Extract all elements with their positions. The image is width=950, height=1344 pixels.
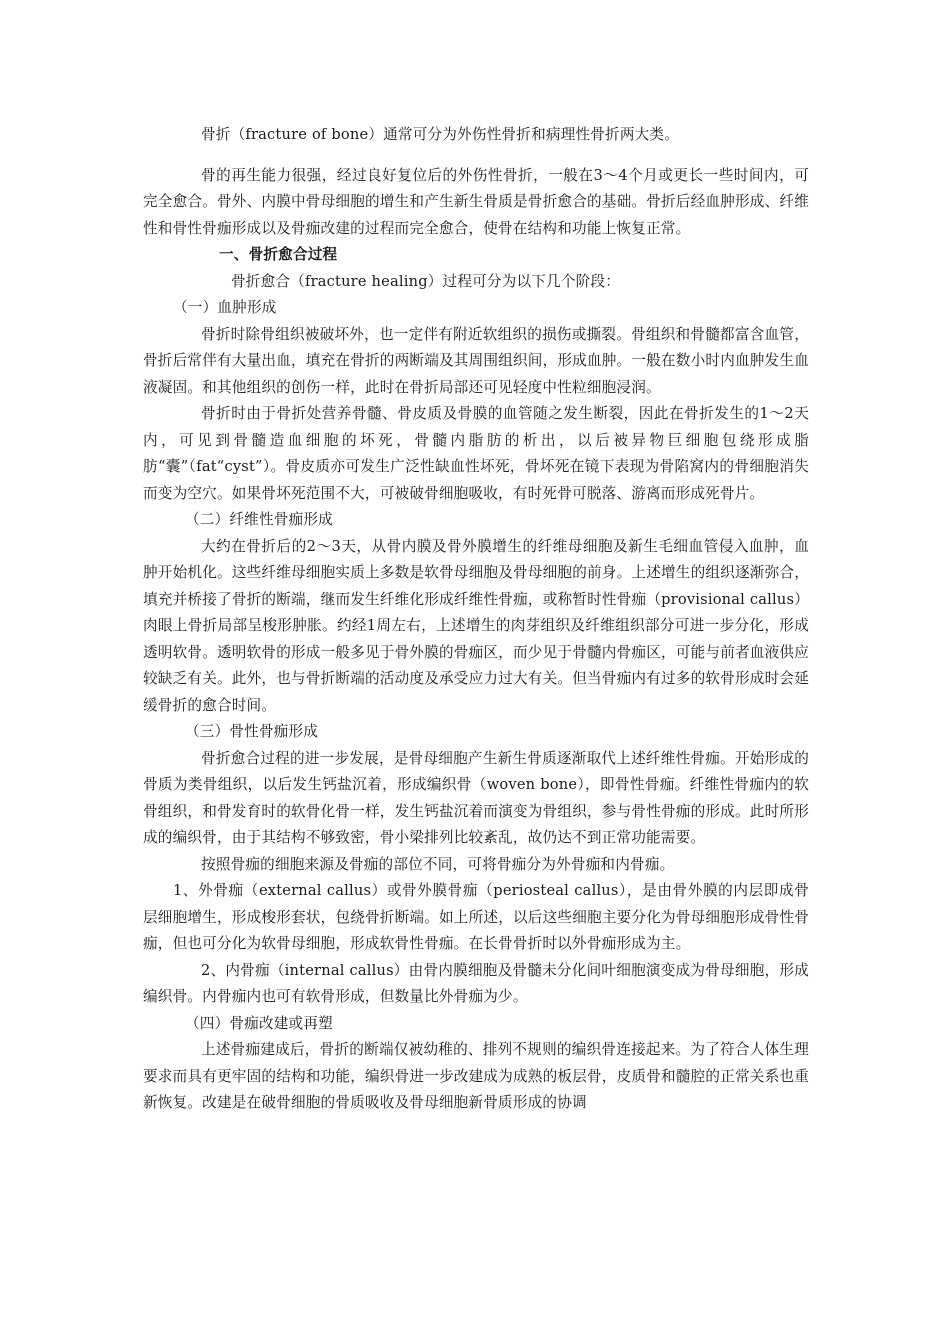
subheading-bony-callus: （三）骨性骨痂形成 bbox=[185, 723, 319, 740]
paragraph-classification: 骨折（fracture of bone）通常可分为外伤性骨折和病理性骨折两大类。 bbox=[201, 126, 680, 143]
list-item-internal-callus: 2、内骨痂（internal callus）由骨内膜细胞及骨髓未分化间叶细胞演变成为骨母细胞，形成编织骨。内骨痂内也可有软骨形成，但数量比外骨痂为少。 bbox=[143, 961, 809, 1005]
paragraph-remodeling: 上述骨痂建成后，骨折的断端仅被幼稚的、排列不规则的编织骨连接起来。为了符合人体生理要求而具有更牢固的结构和功能，编织骨进一步改建成为成熟的板层骨，皮质骨和髓腔的正常关系也重新恢复。改建是在破骨细胞的骨质吸收及骨母细胞新骨质形成的协调 bbox=[143, 1041, 809, 1111]
section-heading: 一、骨折愈合过程 bbox=[219, 246, 338, 263]
paragraph-hematoma-1: 骨折时除骨组织被破坏外，也一定伴有附近软组织的损伤或撕裂。骨组织和骨髓都富含血管，骨折后常伴有大量出血，填充在骨折的两断端及其周围组织间，形成血肿。一般在数小时内血肿发生血液凝固。和其他组织的创伤一样，此时在骨折局部还可见轻度中性粒细胞浸润。 bbox=[143, 325, 809, 396]
paragraph-bony-callus-2: 按照骨痂的细胞来源及骨痂的部位不同，可将骨痂分为外骨痂和内骨痂。 bbox=[201, 855, 675, 873]
paragraph-hematoma-2: 骨折时由于骨折处营养骨髓、骨皮质及骨膜的血管随之发生断裂，因此在骨折发生的1～2天内，可见到骨髓造血细胞的坏死，骨髓内脂肪的析出，以后被异物巨细胞包绕形成脂肪“囊”（fat“cyst”）。骨皮质亦可发生广泛性缺血性坏死，骨坏死在镜下表现为骨陷窝内的骨细胞消失而变为空穴。如果骨坏死范围不大，可被破骨细胞吸收，有时死骨可脱落、游离而形成死骨片。 bbox=[143, 405, 809, 502]
subheading-hematoma: （一）血肿形成 bbox=[173, 299, 277, 316]
document-body bbox=[143, 122, 809, 1117]
subheading-remodeling: （四）骨痂改建或再塑 bbox=[185, 1014, 333, 1032]
section-intro: 骨折愈合（fracture healing）过程可分为以下几个阶段： bbox=[231, 272, 621, 290]
subheading-fibrous-callus: （二）纤维性骨痂形成 bbox=[185, 511, 333, 528]
list-item-external-callus: 1、外骨痂（external callus）或骨外膜骨痂（periosteal callus），是由骨外膜的内层即成骨层细胞增生，形成梭形套状，包绕骨折断端。如上所述，以后这些细胞主要分化为骨母细胞形成骨性骨痂，但也可分化为软骨母细胞，形成软骨性骨痂。在长骨骨折时以外骨痂形成为主。 bbox=[143, 882, 809, 952]
paragraph-fibrous-callus: 大约在骨折后的2～3天，从骨内膜及骨外膜增生的纤维母细胞及新生毛细血管侵入血肿，血肿开始机化。这些纤维母细胞实质上多数是软骨母细胞及骨母细胞的前身。上述增生的组织逐渐弥合，填充并桥接了骨折的断端，继而发生纤维化形成纤维性骨痂，或称暂时性骨痂（provisional callus）肉眼上骨折局部呈梭形肿胀。约经1周左右，上述增生的肉芽组织及纤维组织部分可进一步分化，形成透明软骨。透明软骨的形成一般多见于骨外膜的骨痂区，而少见于骨髓内骨痂区，可能与前者血液供应较缺乏有关。此外，也与骨折断端的活动度及承受应力过大有关。但当骨痂内有过多的软骨形成时会延缓骨折的愈合时间。 bbox=[143, 537, 809, 714]
paragraph-bony-callus-1: 骨折愈合过程的进一步发展，是骨母细胞产生新生骨质逐渐取代上述纤维性骨痂。开始形成的骨质为类骨组织，以后发生钙盐沉着，形成编织骨（woven bone），即骨性骨痂。纤维性骨痂内的软骨组织，和骨发育时的软骨化骨一样，发生钙盐沉着而演变为骨组织，参与骨性骨痂的形成。此时所形成的编织骨，由于其结构不够致密，骨小梁排列比较紊乱，故仍达不到正常功能需要。 bbox=[143, 749, 809, 846]
paragraph-regeneration: 骨的再生能力很强，经过良好复位后的外伤性骨折，一般在3～4个月或更长一些时间内，可完全愈合。骨外、内膜中骨母细胞的增生和产生新生骨质是骨折愈合的基础。骨折后经血肿形成、纤维性和骨性骨痂形成以及骨痂改建的过程而完全愈合，使骨在结构和功能上恢复正常。 bbox=[143, 166, 809, 237]
